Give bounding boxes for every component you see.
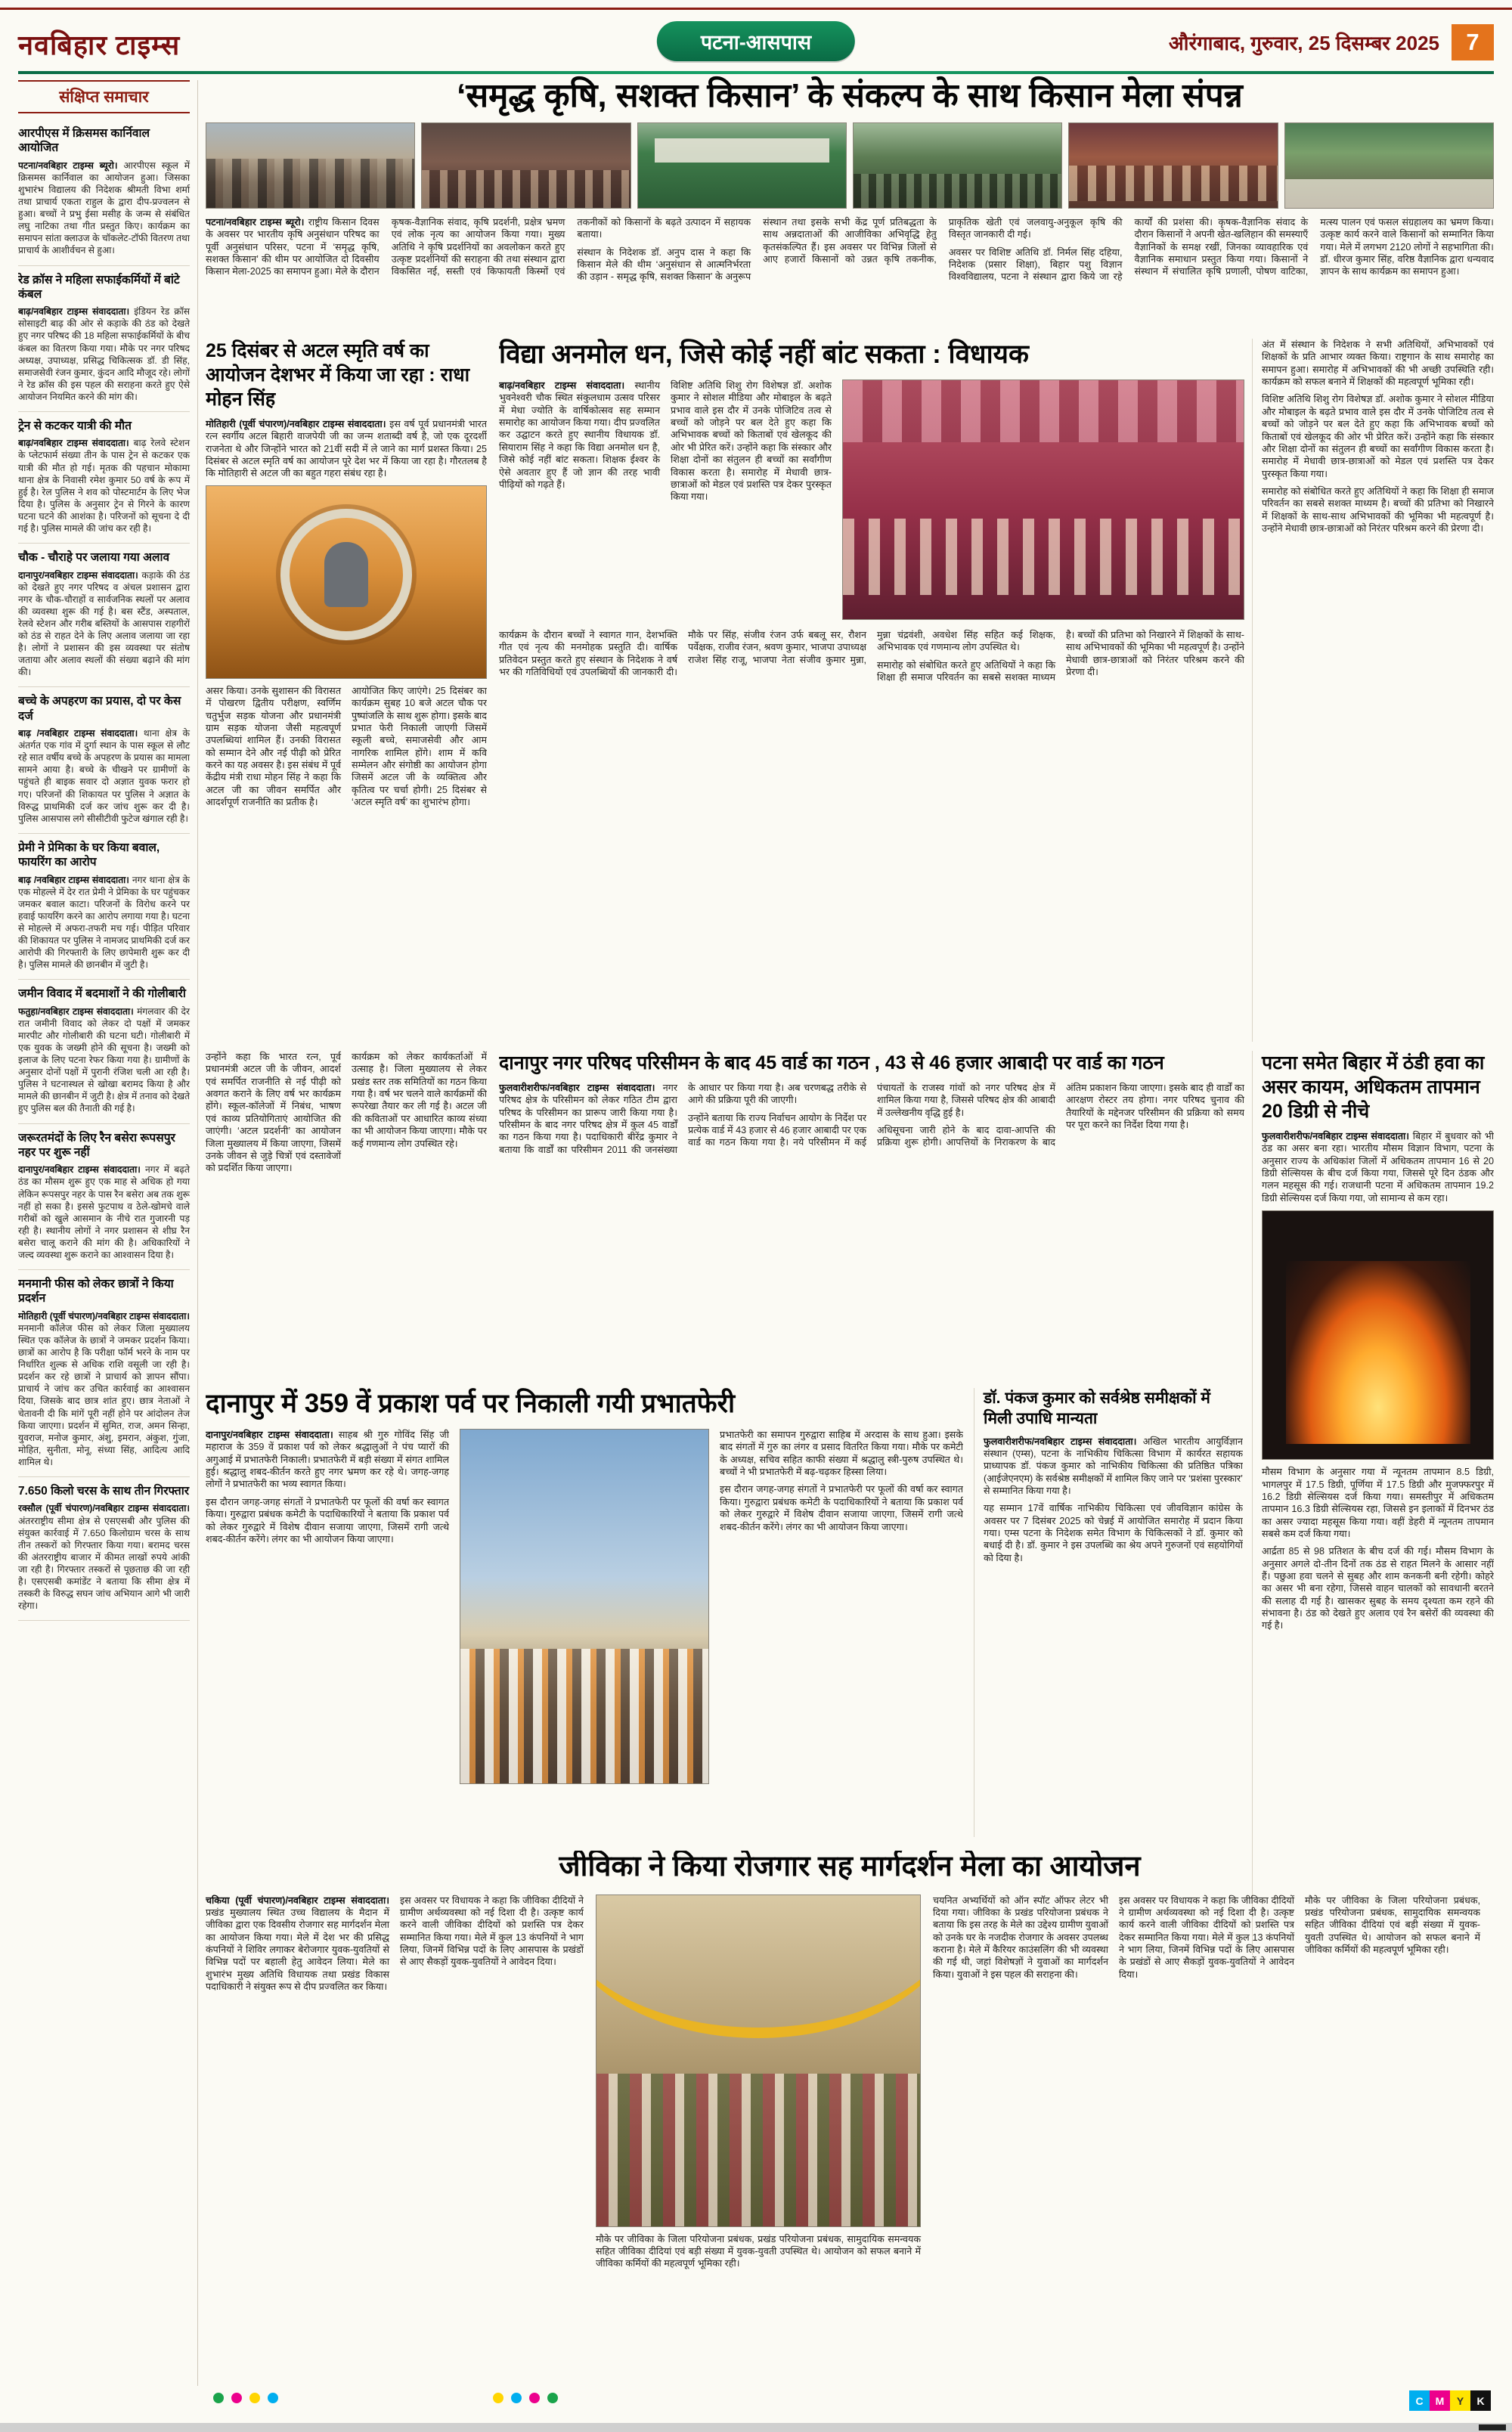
brief-body: [18, 1502, 190, 1612]
header-rule: [18, 71, 1494, 74]
body-paragraph: आर्द्रता 85 से 98 प्रतिशत के बीच दर्ज की गई। मौसम विभाग के अनुसार अगले दो-तीन दिनों तक ठंड से राहत मिलने के आसार नहीं हैं। पछुआ हवा चलने से सुबह और शाम कनकनी बनी रहेगी। कोहरे का असर भी बना रहेगा, जिससे वाहन चालकों को सावधानी बरतने की सलाह दी गई है। खासकर सुबह के समय दृश्यता कम रहने की संभावना है। ठंड को देखते हुए अलाव एवं रैन बसेरों की व्यवस्था की गई है।: [1262, 1546, 1494, 1631]
atal-continuation-column: [206, 1051, 487, 1379]
weather-article: [1252, 1051, 1494, 1955]
body-paragraph: समारोह को संबोधित करते हुए अतिथियों ने कहा कि शिक्षा ही समाज परिवर्तन का सबसे सशक्त माध्यम है। बच्चों की प्रतिभा को निखारने में शिक्षकों के साथ-साथ अभिभावकों की भूमिका भी महत्वपूर्ण है। उन्होंने मेधावी छात्र-छात्राओं को निरंतर परिश्रम करने की प्रेरणा दी।: [877, 630, 1244, 683]
atal-text: इस वर्ष पूर्व प्रधानमंत्री भारत रत्न स्वर्गीय अटल बिहारी वाजपेयी जी का जन्म शताब्दी वर्ष है, जो एक दूरदर्शी राजनेता थे और जिन्होंने भारत को 21वीं सदी में ले जाने का मार्ग प्रशस्त किया। 25 दिसंबर से अटल स्मृति वर्ष का आयोजन पूरे देश भर में किया जा रहा है। गौरतलब है कि मोतिहारी से अटल जी का बहुत गहरा संबंध रहा है।: [206, 419, 487, 479]
registration-dots-center: [493, 2393, 558, 2403]
ward-headline: दानापुर नगर परिषद परिसीमन के बाद 45 वार्ड का गठन , 43 से 46 हजार आबादी पर वार्ड का गठन: [499, 1052, 1164, 1073]
atal-headline: 25 दिसंबर से अटल स्मृति वर्ष का आयोजन देशभर में किया जा रहा : राधा मोहन सिंह: [206, 340, 470, 410]
brief-body: [18, 437, 190, 534]
brief-item: [18, 119, 190, 266]
reg-dot-cyan: [268, 2393, 278, 2403]
prabhat-left-column: [206, 1429, 449, 1786]
body-paragraph: [984, 1436, 1243, 1498]
brief-byline: बाढ़ /नवबिहार टाइम्स संवाददाता।: [18, 874, 129, 885]
vidya-bottom-columns: [499, 629, 1244, 984]
photo-stage-felicitation: [1068, 122, 1278, 209]
brief-text: बाढ़ रेलवे स्टेशन के प्लेटफार्म संख्या तीन के पास ट्रेन से कटकर एक यात्री की मौत हो गई। मृतक की पहचान मोकामा थाना क्षेत्र के निवासी रमेश कुमार 50 वर्ष के रूप में हुई है। रेल पुलिस ने शव को पोस्टमार्टम के लिए भेज दिया है। पुलिस के अनुसार ट्रेन से गिरने के कारण घटना घटने की आशंका है। परिजनों को सूचना दे दी गई है। पुलिस मामले की जांच कर रही है।: [18, 438, 190, 534]
brief-byline: बाढ़ /नवबिहार टाइम्स संवाददाता।: [18, 728, 138, 739]
brief-headline: आरपीएस में क्रिसमस कार्निवाल आयोजित: [18, 127, 150, 155]
lead-body: [206, 216, 1494, 331]
cmyk-black-swatch: K: [1470, 2390, 1491, 2411]
brief-body: [18, 305, 190, 403]
brief-item: [18, 266, 190, 413]
body-paragraph: इस दौरान जगह-जगह संगतों ने प्रभातफेरी पर फूलों की वर्षा कर स्वागत किया। गुरुद्वारा प्रबंधक कमेटी के पदाधिकारियों ने बताया कि प्रकाश पर्व को लेकर गुरुद्वारे में विशेष दीवान सजाया जाएगा, जिसमें रागी जत्थे शबद-कीर्तन करेंगे। लंगर का भी आयोजन किया जाएगा।: [206, 1496, 449, 1544]
pankaj-byline: फुलवारीशरीफ/नवबिहार टाइम्स संवाददाता।: [984, 1436, 1137, 1447]
jeevika-byline: चकिया (पूर्वी चंपारण)/नवबिहार टाइम्स संवाददाता।: [206, 1894, 389, 1906]
brief-item: [18, 1124, 190, 1271]
brief-byline: रक्सौल (पूर्वी चंपारण)/नवबिहार टाइम्स संवाददाता।: [18, 1503, 190, 1514]
brief-text: मनमानी कॉलेज फीस को लेकर जिला मुख्यालय स्थित एक कॉलेज के छात्रों ने जमकर प्रदर्शन किया। छात्रों का आरोप है कि परीक्षा फॉर्म भरने के नाम पर निर्धारित शुल्क से अधिक राशि वसूली जा रही है। प्रदर्शन कर रहे छात्रों ने प्राचार्य को ज्ञापन सौंपा। प्राचार्य ने जांच कर उचित कार्रवाई का आश्वासन दिया, जिसके बाद छात्र शांत हुए। छात्र नेताओं ने चेतावनी दी कि मांगें पूरी नहीं होने पर आंदोलन तेज किया जाएगा। प्रदर्शन में सुमित, राज, अमन सिन्हा, युवराज, मनोज कुमार, अंशु, इमरान, अंकुश, गुंजा, मोहित, सुनीता, मोनू, संध्या सिंह, आदित्य आदि शामिल थे।: [18, 1322, 190, 1467]
lead-headline: ‘समृद्ध कृषि, सशक्त किसान’ के संकल्प के साथ किसान मेला संपन्न: [457, 77, 1243, 114]
weather-text: बिहार में बुधवार को भी ठंड का असर बना रहा। भारतीय मौसम विज्ञान विभाग, पटना के अनुसार राज्य के अधिकांश जिलों में अधिकतम तापमान 16 से 20 डिग्री सेल्सियस के बीच दर्ज किया गया, जिससे पूरे दिन ठंडक और गलन महसूस की गई। राजधानी पटना में अधिकतम तापमान 19.2 डिग्री सेल्सियस दर्ज किया गया, जो सामान्य से कम रहा।: [1262, 1131, 1494, 1204]
brief-headline: बच्चे के अपहरण का प्रयास, दो पर केस दर्ज: [18, 695, 181, 723]
body-paragraph: चयनित अभ्यर्थियों को ऑन स्पॉट ऑफर लेटर भी दिया गया। जीविका के प्रखंड परियोजना प्रबंधक ने बताया कि इस तरह के मेले का उद्देश्य ग्रामीण युवाओं को उनके घर के नजदीक रोजगार के अवसर उपलब्ध कराना है। मेले में कैरियर काउंसलिंग की भी व्यवस्था की गई थी, जहां विशेषज्ञों ने युवाओं का मार्गदर्शन किया। युवाओं ने इस पहल की सराहना की।: [933, 1894, 1108, 1980]
ward-article: [499, 1051, 1244, 1379]
ward-columns: [499, 1082, 1244, 1331]
photo-field-visit: [853, 122, 1062, 209]
vidya-headline: विद्या अनमोल धन, जिसे कोई नहीं बांट सकता : विधायक: [499, 339, 1029, 369]
briefs-sidebar: [18, 80, 198, 2386]
reg-dot-magenta: [231, 2393, 242, 2403]
pankaj-headline: डॉ. पंकज कुमार को सर्वश्रेष्ठ समीक्षकों में मिली उपाधि मान्यता: [984, 1389, 1210, 1428]
body-paragraph: समारोह को संबोधित करते हुए अतिथियों ने कहा कि शिक्षा ही समाज परिवर्तन का सबसे सशक्त माध्यम है। बच्चों की प्रतिभा को निखारने में शिक्षकों के साथ-साथ अभिभावकों की भूमिका भी महत्वपूर्ण है। उन्होंने मेधावी छात्र-छात्राओं को निरंतर परिश्रम करने की प्रेरणा दी।: [1262, 485, 1494, 534]
dateline: औरंगाबाद, गुरुवार, 25 दिसम्बर 2025: [1168, 32, 1439, 54]
cmyk-color-bar: [1409, 2390, 1491, 2411]
jeevika-headline: जीविका ने किया रोजगार सह मार्गदर्शन मेला का आयोजन: [559, 1851, 1141, 1882]
brief-body: [18, 1163, 190, 1261]
brief-headline: मनमानी फीस को लेकर छात्रों ने किया प्रदर्शन: [18, 1278, 174, 1306]
brief-byline: बाढ़/नवबिहार टाइम्स संवाददाता।: [18, 306, 130, 318]
reg-dot-yellow: [249, 2393, 260, 2403]
brief-body: [18, 160, 190, 257]
brief-item: [18, 412, 190, 544]
body-paragraph: उन्होंने कहा कि भारत रत्न, पूर्व प्रधानमंत्री अटल जी के जीवन, आदर्श एवं समर्पित राजनीति से नई पीढ़ी को अवगत कराने के लिए वर्ष भर कार्यक्रम होंगे। स्कूल-कॉलेजों में निबंध, भाषण एवं काव्य प्रतियोगिताएं आयोजित की जाएंगी। ‘अटल प्रदर्शनी’ का आयोजन जिला मुख्यालय में किया जाएगा, जिसमें उनके जीवन से जुड़े चित्रों एवं दस्तावेजों को प्रदर्शित किया जाएगा।: [206, 1052, 341, 1174]
reg-dot-green: [547, 2393, 558, 2403]
page-header: [18, 18, 1494, 65]
body-paragraph: इस अवसर पर विधायक ने कहा कि जीविका दीदियों ने ग्रामीण अर्थव्यवस्था को नई दिशा दी है। उत्कृष्ट कार्य करने वाली जीविका दीदियों को प्रशस्ति पत्र देकर सम्मानित किया गया। मेले में कुल 13 कंपनियों ने भाग लिया, जिनमें विभिन्न पदों के लिए आसपास के प्रखंडों से आए सैकड़ों युवक-युवतियों ने आवेदन दिया।: [1119, 1894, 1294, 1980]
body-paragraph: मौके पर जीविका के जिला परियोजना प्रबंधक, प्रखंड परियोजना प्रबंधक, सामुदायिक समन्वयक सहित जीविका दीदियां एवं बड़ी संख्या में युवक-युवती उपस्थित थे। आयोजन को सफल बनाने में जीविका कर्मियों की महत्वपूर्ण भूमिका रही।: [1305, 1894, 1480, 1956]
ward-byline: फुलवारीशरीफ/नवबिहार टाइम्स संवाददाता।: [499, 1083, 655, 1093]
body-paragraph: इस अवसर पर विधायक ने कहा कि जीविका दीदियों ने ग्रामीण अर्थव्यवस्था को नई दिशा दी है। उत्कृष्ट कार्य करने वाली जीविका दीदियों को प्रशस्ति पत्र देकर सम्मानित किया गया। मेले में कुल 13 कंपनियों ने भाग लिया, जिनमें विभिन्न पदों के लिए आसपास के प्रखंडों से आए सैकड़ों युवक-युवतियों ने आवेदन दिया।: [400, 1894, 584, 1968]
body-paragraph: [206, 418, 487, 480]
brief-item: [18, 1477, 190, 1621]
brief-body: [18, 727, 190, 825]
pankaj-article: [974, 1388, 1243, 1837]
brief-text: आरपीएस स्कूल में क्रिसमस कार्निवाल का आयोजन हुआ। जिसका शुभारंभ विद्यालय की निदेशक श्रीमती विभा शर्मा तथा प्राचार्य एकता राहुल के द्वारा दीप-प्रज्वलन से हुआ। बच्चों ने प्रभु ईसा मसीह के जन्म से संबंधित लघु नाटिका तथा गीत प्रस्तुत किए। कार्यक्रम का समापन सांता क्लाउज के चॉकलेट-टॉफी वितरण तथा प्राचार्य के आशीर्वचन से हुआ।: [18, 160, 190, 256]
registration-dots-left: [213, 2393, 278, 2403]
cmyk-magenta-swatch: M: [1430, 2390, 1450, 2411]
brief-text: अंतरराष्ट्रीय सीमा क्षेत्र से एसएसबी और पुलिस की संयुक्त कार्रवाई में 7.650 किलोग्राम चरस के साथ तीन तस्करों को गिरफ्तार किया गया। बरामद चरस की अंतरराष्ट्रीय बाजार में कीमत लाखों रुपये आंकी जा रही है। गिरफ्तार तस्करों से पूछताछ की जा रही है। एसएसबी कमांडेंट ने बताया कि सीमा क्षेत्र में तस्करी के विरुद्ध सघन जांच अभियान आगे भी जारी रहेगा।: [18, 1515, 190, 1612]
body-paragraph: अंत में संस्थान के निदेशक ने सभी अतिथियों, अभिभावकों एवं शिक्षकों के प्रति आभार व्यक्त किया। राष्ट्रगान के साथ समारोह का समापन हुआ। समारोह में अभिभावकों की भी अच्छी उपस्थिति रही। कार्यक्रम को सफल बनाने में शिक्षकों की महत्वपूर्ण भूमिका रही।: [1262, 339, 1494, 388]
vidya-top-row: [499, 380, 1244, 620]
vidya-continuation-column: [1252, 339, 1494, 1042]
vidya-text: स्थानीय भुवनेश्वरी चौक स्थित संकुलधाम उत्सव परिसर में मेधा ज्योति के वार्षिकोत्सव सह सम्मान समारोह का आयोजन किया गया। दीप प्रज्वलित कर उद्घाटन करते हुए स्थानीय विधायक डॉ. सियाराम सिंह ने कहा कि विद्या अनमोल धन है, जिसे कोई नहीं बांट सकता। शिक्षक ईश्वर के ऐसे अवतार हुए हैं जो ज्ञान की तरह भावी पीढ़ियों को गढ़ते हैं।: [499, 380, 660, 490]
brief-text: कड़ाके की ठंड को देखते हुए नगर परिषद व अंचल प्रशासन द्वारा नगर के चौक-चौराहों व सार्वजनिक स्थलों पर अलाव की व्यवस्था शुरू की गई है। बस स्टैंड, अस्पताल, रेलवे स्टेशन और गरीब बस्तियों के आसपास राहगीरों को ठंड से राहत देने के लिए अलाव जलाया जा रहा है। लोगों ने प्रशासन की इस व्यवस्था पर संतोष जताया और अलाव स्थलों की संख्या बढ़ाने की मांग की।: [18, 569, 190, 678]
photo-atal-statue-garland: [206, 485, 487, 679]
body-paragraph: विशिष्ट अतिथि शिशु रोग विशेषज्ञ डॉ. अशोक कुमार ने सोशल मीडिया और मोबाइल के बढ़ते प्रभाव वाले इस दौर में उनके पोजिटिव तत्व से बच्चों को जोड़ने पर बल देते हुए कहा कि अभिभावक बच्चों को किताबों एवं खेलकूद की ओर भी प्रेरित करें। उन्होंने कहा कि संस्कार और शिक्षा दोनों का संतुलन ही बच्चों का सर्वांगीण विकास करता है। समारोह में मेधावी छात्र-छात्राओं को मेडल एवं प्रशस्ति पत्र देकर पुरस्कृत किया गया।: [671, 380, 832, 503]
jeevika-left-columns: [206, 1894, 584, 2348]
section-pill: पटना-आसपास: [657, 21, 855, 61]
atal-columns: [206, 685, 487, 814]
reg-dot-green: [213, 2393, 224, 2403]
photo-vidya-felicitation: [842, 380, 1244, 620]
body-paragraph: अधिसूचना जारी होने के बाद दावा-आपत्ति की प्रक्रिया शुरू होगी। आपत्तियों के निराकरण के बाद अंतिम प्रकाशन किया जाएगा। इसके बाद ही वार्डों का आरक्षण रोस्टर तय होगा। नगर परिषद चुनाव की तैयारियों के मद्देनजर परिसीमन की प्रक्रिया को समय पर पूरा करने का निर्देश दिया गया है।: [877, 1083, 1244, 1148]
body-paragraph: विशिष्ट अतिथि शिशु रोग विशेषज्ञ डॉ. अशोक कुमार ने सोशल मीडिया और मोबाइल के बढ़ते प्रभाव वाले इस दौर में उनके पोजिटिव तत्व से बच्चों को जोड़ने पर बल देते हुए कहा कि अभिभावक बच्चों को किताबों एवं खेलकूद की ओर भी प्रेरित करें। उन्होंने कहा कि संस्कार और शिक्षा दोनों का संतुलन ही बच्चों का सर्वांगीण विकास करता है। समारोह में मेधावी छात्र-छात्राओं को मेडल एवं प्रशस्ति पत्र देकर पुरस्कृत किया गया।: [1262, 394, 1494, 479]
top-rule: [0, 8, 1512, 10]
atal-byline: मोतिहारी (पूर्वी चंपारण)/नवबिहार टाइम्स संवाददाता।: [206, 419, 386, 429]
lead-photo-strip: [206, 122, 1494, 209]
brief-text: इंडियन रेड क्रॉस सोसाइटी बाढ़ की ओर से कड़ाके की ठंड को देखते हुए नगर परिषद की 18 महिला सफाईकर्मियों के बीच कंबल का वितरण किया गया। मौके पर नगर परिषद अध्यक्ष, उपाध्यक्ष, प्रसिद्ध चिकित्सक डॉ. डी सिंह, समाजसेवी रंजन कुमार, कुंदन आदि मौजूद रहे। लोगों ने रेड क्रॉस की इस पहल की सराहना करते हुए ऐसे आयोजन नियमित करने की मांग की।: [18, 306, 190, 402]
body-paragraph: मौके पर जीविका के जिला परियोजना प्रबंधक, प्रखंड परियोजना प्रबंधक, सामुदायिक समन्वयक सहित जीविका दीदियां एवं बड़ी संख्या में युवक-युवती उपस्थित थे। आयोजन को सफल बनाने में जीविका कर्मियों की महत्वपूर्ण भूमिका रही।: [596, 2233, 921, 2269]
brief-body: [18, 569, 190, 679]
body-paragraph: इस दौरान जगह-जगह संगतों ने प्रभातफेरी पर फूलों की वर्षा कर स्वागत किया। गुरुद्वारा प्रबंधक कमेटी के पदाधिकारियों ने बताया कि प्रकाश पर्व को लेकर गुरुद्वारे में विशेष दीवान सजाया जाएगा, जिसमें रागी जत्थे शबद-कीर्तन करेंगे। लंगर का भी आयोजन किया जाएगा।: [720, 1484, 963, 1532]
brief-body: [18, 1005, 190, 1115]
photo-banner-gathering: [637, 122, 847, 209]
brief-text: नगर में बढ़ते ठंड का मौसम शुरू हुए एक माह से अधिक हो गया लेकिन रूपसपुर नहर के पास रैन बसेरा अब तक शुरू नहीं हो सका है। इससे फुटपाथ व ठेले-खोमचे वाले गरीबों को खुले आसमान के नीचे रात गुजारनी पड़ रही है। स्थानीय लोगों ने नगर प्रशासन से शीघ्र रैन बसेरा चालू कराने की मांग की है। अधिकारियों ने जल्द व्यवस्था शुरू कराने का आश्वासन दिया है।: [18, 1164, 191, 1260]
brief-text: नगर थाना क्षेत्र के एक मोहल्ले में देर रात प्रेमी ने प्रेमिका के घर पहुंचकर जमकर बवाल काटा। परिजनों के विरोध करने पर हवाई फायरिंग करने का आरोप लगाया गया है। घटना से मोहल्ले में अफरा-तफरी मच गई। पीड़ित परिवार की शिकायत पर पुलिस ने नामजद प्राथमिकी दर्ज कर आरोपी की गिरफ्तारी के लिए छापेमारी शुरू कर दी है। पुलिस मामले की छानबीन में जुटी है।: [18, 874, 190, 971]
reg-dot-yellow: [493, 2393, 503, 2403]
brief-headline: रेड क्रॉस ने महिला सफाईकर्मियों में बांटे कंबल: [18, 273, 180, 301]
brief-item: [18, 544, 190, 687]
prabhat-grid: [206, 1429, 963, 1786]
jeevika-article: [206, 1851, 1494, 2375]
vidya-lead-columns: [499, 380, 832, 620]
vidya-byline: बाढ़/नवबिहार टाइम्स संवाददाता।: [499, 380, 625, 391]
jeevika-grid: [206, 1894, 1494, 2348]
prabhat-byline: दानापुर/नवबिहार टाइम्स संवाददाता।: [206, 1430, 333, 1440]
brief-headline: ट्रेन से कटकर यात्री की मौत: [18, 420, 132, 432]
brief-byline: पटना/नवबिहार टाइम्स ब्यूरो।: [18, 160, 118, 171]
brief-byline: बाढ़/नवबिहार टाइम्स संवाददाता।: [18, 438, 129, 449]
prabhat-headline: दानापुर में 359 वें प्रकाश पर्व पर निकाली गयी प्रभातफेरी: [206, 1389, 736, 1418]
photo-bonfire: [1262, 1210, 1494, 1460]
body-paragraph: [1262, 1130, 1494, 1204]
ward-text: नगर परिषद क्षेत्र के परिसीमन को लेकर गठित टीम द्वारा परिषद के परिसीमन का प्रारूप जारी किया गया है। परिसीमन के बाद नगर परिषद क्षेत्र में कुल 45 वार्डों का गठन किया गया है। पदाधिकारी बीरेंद्र कुमार ने बताया कि वार्डों का परिसीमन 2011 की जनसंख्या के आधार पर किया गया है। अब चरणबद्ध तरीके से आगे की प्रक्रिया पूरी की जाएगी।: [499, 1083, 866, 1155]
brief-headline: चौक - चौराहे पर जलाया गया अलाव: [18, 551, 170, 565]
body-paragraph: असर किया। उनके सुशासन की विरासत में पोखरण द्वितीय परीक्षण, स्वर्णिम चतुर्भुज सड़क योजना और प्रधानमंत्री ग्राम सड़क योजना जैसी महत्वपूर्ण उपलब्धियां शामिल हैं। उनकी विरासत को सम्मान देने और नई पीढ़ी को प्रेरित करने का यह अवसर है। इस संबंध में पूर्व केंद्रीय मंत्री राधा मोहन सिंह ने कहा कि अटल जी का जीवन समर्पित और आदर्शपूर्ण राजनीति का प्रतीक है।: [206, 685, 341, 808]
body-paragraph: मौसम विभाग के अनुसार गया में न्यूनतम तापमान 8.5 डिग्री, भागलपुर में 17.5 डिग्री, पूर्णिया में 17.5 डिग्री और मुजफ्फरपुर में 16.2 डिग्री सेल्सियस दर्ज किया गया। समस्तीपुर में अधिकतम तापमान 16.3 डिग्री सेल्सियस रहा, जिससे इन इलाकों में दिनभर ठंड का असर ज्यादा महसूस किया गया। वहीं डेहरी में न्यूनतम तापमान सबसे कम दर्ज किया गया।: [1262, 1467, 1494, 1539]
cmyk-cyan-swatch: C: [1409, 2390, 1430, 2411]
brief-item: [18, 1270, 190, 1477]
brief-headline: 7.650 किलो चरस के साथ तीन गिरफ्तार: [18, 1485, 190, 1498]
weather-byline: फुलवारीशरीफ/नवबिहार टाइम्स संवाददाता।: [1262, 1131, 1410, 1142]
body-paragraph: उन्होंने बताया कि राज्य निर्वाचन आयोग के निर्देश पर प्रत्येक वार्ड में 43 हजार से 46 हजार आबादी पर एक वार्ड का गठन किया गया है। नये परिसीमन में कई पंचायतों के राजस्व गांवों को नगर परिषद क्षेत्र में शामिल किया गया है, जिससे परिषद क्षेत्र की आबादी में उल्लेखनीय वृद्धि हुई है।: [688, 1083, 1055, 1148]
body-paragraph: कार्यक्रम को लेकर कार्यकर्ताओं में उत्साह है। जिला मुख्यालय से लेकर प्रखंड स्तर तक समितियों का गठन किया गया है। वर्ष भर चलने वाले कार्यक्रमों की रूपरेखा तैयार कर ली गई है। अटल जी की कविताओं पर आधारित काव्य संध्या का भी आयोजन किया जाएगा। मौके पर कई गणमान्य लोग उपस्थित रहे।: [352, 1052, 487, 1149]
jeevika-photo-column: [596, 1894, 921, 2348]
page-edge-knob: [1479, 2424, 1506, 2430]
brief-headline: जमीन विवाद में बदमाशों ने की गोलीबारी: [18, 987, 186, 1001]
brief-body: [18, 1310, 190, 1468]
cmyk-yellow-swatch: Y: [1450, 2390, 1470, 2411]
weather-headline: पटना समेत बिहार में ठंडी हवा का असर कायम, अधिकतम तापमान 20 डिग्री से नीचे: [1262, 1052, 1485, 1122]
body-paragraph: यह सम्मान 17वें वार्षिक नाभिकीय चिकित्सा एवं जीवविज्ञान कांग्रेस के अवसर पर 7 दिसंबर 2025 को चेन्नई में आयोजित समारोह में प्रदान किया गया। एम्स पटना के निदेशक समेत विभाग के चिकित्सकों ने डॉ. कुमार को बधाई दी है। डॉ. कुमार ने इस उपलब्धि का श्रेय अपने गुरुजनों एवं सहयोगियों को दिया है।: [984, 1503, 1243, 1563]
jeevika-text: प्रखंड मुख्यालय स्थित उच्च विद्यालय के मैदान में जीविका द्वारा एक दिवसीय रोजगार सह मार्गदर्शन मेला का आयोजन किया गया। मेले में देश भर की प्रसिद्ध कंपनियों ने शिविर लगाकर बेरोजगार युवक-युवतियों से विभिन्न पदों पर बहाली हेतु आवेदन लिया। मेले का शुभारंभ मुख्य अतिथि विधायक तथा प्रखंड विकास पदाधिकारी ने संयुक्त रूप से दीप प्रज्वलित कर किया।: [206, 1907, 389, 1993]
brief-text: मंगलवार की देर रात जमीनी विवाद को लेकर दो पक्षों में जमकर मारपीट और गोलीबारी की घटना घटी। गोलीबारी में एक युवक के जख्मी होने की सूचना है। जख्मी को इलाज के लिए पटना रेफर किया गया है। ग्रामीणों के अनुसार दोनों पक्षों में पुरानी रंजिश चली आ रही है। पुलिस ने घटनास्थल से खोखा बरामद किया है और मामले की छानबीन में जुटी है। क्षेत्र में तनाव को देखते हुए पुलिस बल की तैनाती की गई है।: [18, 1005, 191, 1114]
photo-lamp-lighting: [421, 122, 631, 209]
page-number: 7: [1452, 24, 1494, 60]
pankaj-text: अखिल भारतीय आयुर्विज्ञान संस्थान (एम्स), पटना के नाभिकीय चिकित्सा विभाग में कार्यरत सहायक प्राध्यापक डॉ. पंकज कुमार को नाभिकीय चिकित्सा की प्रतिष्ठित पत्रिका (आईजेएनएम) के सर्वश्रेष्ठ समीक्षकों में शामिल किए जाने पर ‘प्रशंसा पुरस्कार’ से सम्मानित किया गया है।: [984, 1436, 1243, 1497]
briefs-title: संक्षिप्त समाचार: [18, 80, 190, 113]
date-wrap: [1169, 24, 1494, 60]
reg-dot-cyan: [511, 2393, 522, 2403]
lead-text: राष्ट्रीय किसान दिवस के अवसर पर भारतीय कृषि अनुसंधान परिषद का पूर्वी अनुसंधान परिसर, पटना में ‘समृद्ध कृषि, सशक्त किसान’ की थीम पर आयोजित दो दिवसीय किसान मेला-2025 का समापन हुआ। मेले के दौरान कृषक-वैज्ञानिक संवाद, कृषि प्रदर्शनी, प्रक्षेत्र भ्रमण एवं लोक नृत्य का आयोजन किया गया। मुख्य अतिथि ने कृषि प्रदर्शनियों का अवलोकन करते हुए उत्कृष्ट प्रदर्शनियों की सराहना की तथा संस्थान द्वारा विकसित नई, सस्ती एवं किफायती किस्मों एवं तकनीकों को किसानों के बढ़ते उत्पादन में सहायक बताया।: [206, 217, 751, 277]
page-edge-bar: [0, 2423, 1512, 2432]
brief-byline: फतुहा/नवबिहार टाइम्स संवाददाता।: [18, 1005, 134, 1017]
reg-dot-magenta: [529, 2393, 540, 2403]
brief-headline: प्रेमी ने प्रेमिका के घर किया बवाल, फायरिंग का आरोप: [18, 841, 160, 869]
photo-prabhatpheri-procession: [460, 1429, 709, 1784]
body-paragraph: [499, 380, 660, 491]
brief-item: [18, 834, 190, 981]
lead-byline: पटना/नवबिहार टाइम्स ब्यूरो।: [206, 217, 305, 228]
brief-body: [18, 874, 190, 971]
atal-article: [206, 339, 487, 1042]
body-paragraph: प्रभातफेरी का समापन गुरुद्वारा साहिब में अरदास के साथ हुआ। इसके बाद संगतों में गुरु का लंगर व प्रसाद वितरित किया गया। मौके पर कमेटी के अध्यक्ष, सचिव सहित काफी संख्या में श्रद्धालु स्त्री-पुरुष उपस्थित थे। बच्चों ने भी प्रभातफेरी में बढ़-चढ़कर हिस्सा लिया।: [720, 1430, 963, 1478]
brief-text: थाना क्षेत्र के अंतर्गत एक गांव में दुर्गा स्थान के पास स्कूल से लौट रहे सात वर्षीय बच्चे के अपहरण के प्रयास का मामला सामने आया है। बच्चे के चीखने पर ग्रामीणों के पहुंचते ही बाइक सवार दो अज्ञात युवक फरार हो गए। परिजनों की शिकायत पर पुलिस ने अज्ञात के विरुद्ध प्राथमिकी दर्ज कर जांच शुरू कर दी है। पुलिस आसपास लगे सीसीटीवी फुटेज खंगाल रही है।: [18, 728, 190, 824]
brief-item: [18, 687, 190, 834]
brief-byline: दानापुर/नवबिहार टाइम्स संवाददाता।: [18, 1164, 141, 1176]
body-paragraph: संस्थान के निदेशक डॉ. अनुप दास ने कहा कि किसान मेले की थीम ‘अनुसंधान से आत्मनिर्भरता की उड़ान - समृद्ध कृषि, सशक्त किसान’ के अनुरूप संस्थान तथा इसके सभी केंद्र पूर्ण प्रतिबद्धता के साथ अन्नदाताओं की आजीविका अभिवृद्धि हेतु कृतसंकल्पित हैं। इस अवसर पर विभिन्न जिलों से आए हजारों किसानों को उन्नत कृषि तकनीक, प्राकृतिक खेती एवं जलवायु-अनुकूल कृषि की विस्तृत जानकारी दी गई।: [577, 217, 1123, 283]
brief-headline: जरूरतमंदों के लिए रैन बसेरा रूपसपुर नहर पर शुरू नहीं: [18, 1131, 175, 1159]
photo-award-presentation: [1284, 122, 1494, 209]
brief-item: [18, 980, 190, 1123]
vidya-article: [499, 339, 1244, 1042]
prabhat-article: [206, 1388, 963, 1837]
body-paragraph: [206, 1429, 449, 1491]
brief-byline: दानापुर/नवबिहार टाइम्स संवाददाता।: [18, 569, 138, 581]
body-paragraph: कार्यक्रम के दौरान बच्चों ने स्वागत गान, देशभक्ति गीत एवं नृत्य की मनमोहक प्रस्तुति दी। वार्षिक प्रतिवेदन प्रस्तुत करते हुए संस्थान के निदेशक ने वर्ष भर की गतिविधियों एवं उपलब्धियों की जानकारी दी। मौके पर सिंह, संजीव रंजन उर्फ बबलू सर, रौशन पर्वेक्षक, राजीव रंजन, श्रवण कुमार, भाजपा उपाध्यक्ष राजेश सिंह राजू, भाजपा नेता संजीव कुमार मुन्ना, मुन्ना चंद्रवंशी, अवधेश सिंह सहित कई शिक्षक, अभिभावक एवं गणमान्य लोग उपस्थित थे।: [499, 630, 1055, 678]
jeevika-right-columns: [933, 1894, 1480, 2348]
photo-dignitaries-crowd: [206, 122, 415, 209]
prabhat-text: साहब श्री गुरु गोविंद सिंह जी महाराज के 359 वें प्रकाश पर्व को लेकर श्रद्धालुओं ने पंच प्यारों की अगुआई में प्रभातफेरी निकाली। प्रभातफेरी में बड़ी संख्या में संगत शामिल हुई। श्रद्धालु शबद-कीर्तन करते हुए नगर भ्रमण कर रहे थे। जगह-जगह लोगों ने प्रभातफेरी का भव्य स्वागत किया।: [206, 1430, 449, 1490]
brief-byline: मोतिहारी (पूर्वी चंपारण)/नवबिहार टाइम्स संवाददाता।: [18, 1310, 190, 1321]
prabhat-right-column: [720, 1429, 963, 1786]
photo-jeevika-mela: [596, 1894, 921, 2227]
body-paragraph: [206, 1894, 389, 1994]
body-paragraph: आयोजित किए जाएंगे। 25 दिसंबर का कार्यक्रम सुबह 10 बजे अटल चौक पर पुष्पांजलि के साथ शुरू होगा। इसके बाद प्रभात फेरी निकाली जाएगी जिसमें स्कूली बच्चे, समाजसेवी और आम नागरिक शामिल होंगे। शाम में कवि सम्मेलन और संगोष्ठी का आयोजन होगा जिसमें अटल जी के व्यक्तित्व और कृतित्व पर चर्चा होगी। 25 दिसंबर से ‘अटल स्मृति वर्ष’ का शुभारंभ होगा।: [352, 685, 487, 808]
masthead: नवबिहार टाइम्स: [18, 29, 181, 60]
body-paragraph: अवसर पर विशिष्ट अतिथि डॉ. निर्मल सिंह दहिया, निदेशक (प्रसार शिक्षा), बिहार पशु विज्ञान विश्वविद्यालय, पटना ने संस्थान द्वारा किये जा रहे कार्यों की प्रशंसा की। कृषक-वैज्ञानिक संवाद के दौरान किसानों ने अपनी खेत-खलिहान की समस्याएँ वैज्ञानिकों के समक्ष रखीं, जिनका व्यावहारिक एवं वैज्ञानिक समाधान प्रस्तुत किया गया। किसानों ने संस्थान में संचालित कृषि प्रणाली, पोषण वाटिका, मत्स्य पालन एवं फसल संग्रहालय का भ्रमण किया। उत्कृष्ट कार्य करने वाले किसानों को सम्मानित किया गया। मेले में लगभग 2120 लोगों ने सहभागिता की। डॉ. धीरज कुमार सिंह, वरिष्ठ वैज्ञानिक द्वारा धन्यवाद ज्ञापन के साथ कार्यक्रम का समापन हुआ।: [948, 217, 1494, 283]
